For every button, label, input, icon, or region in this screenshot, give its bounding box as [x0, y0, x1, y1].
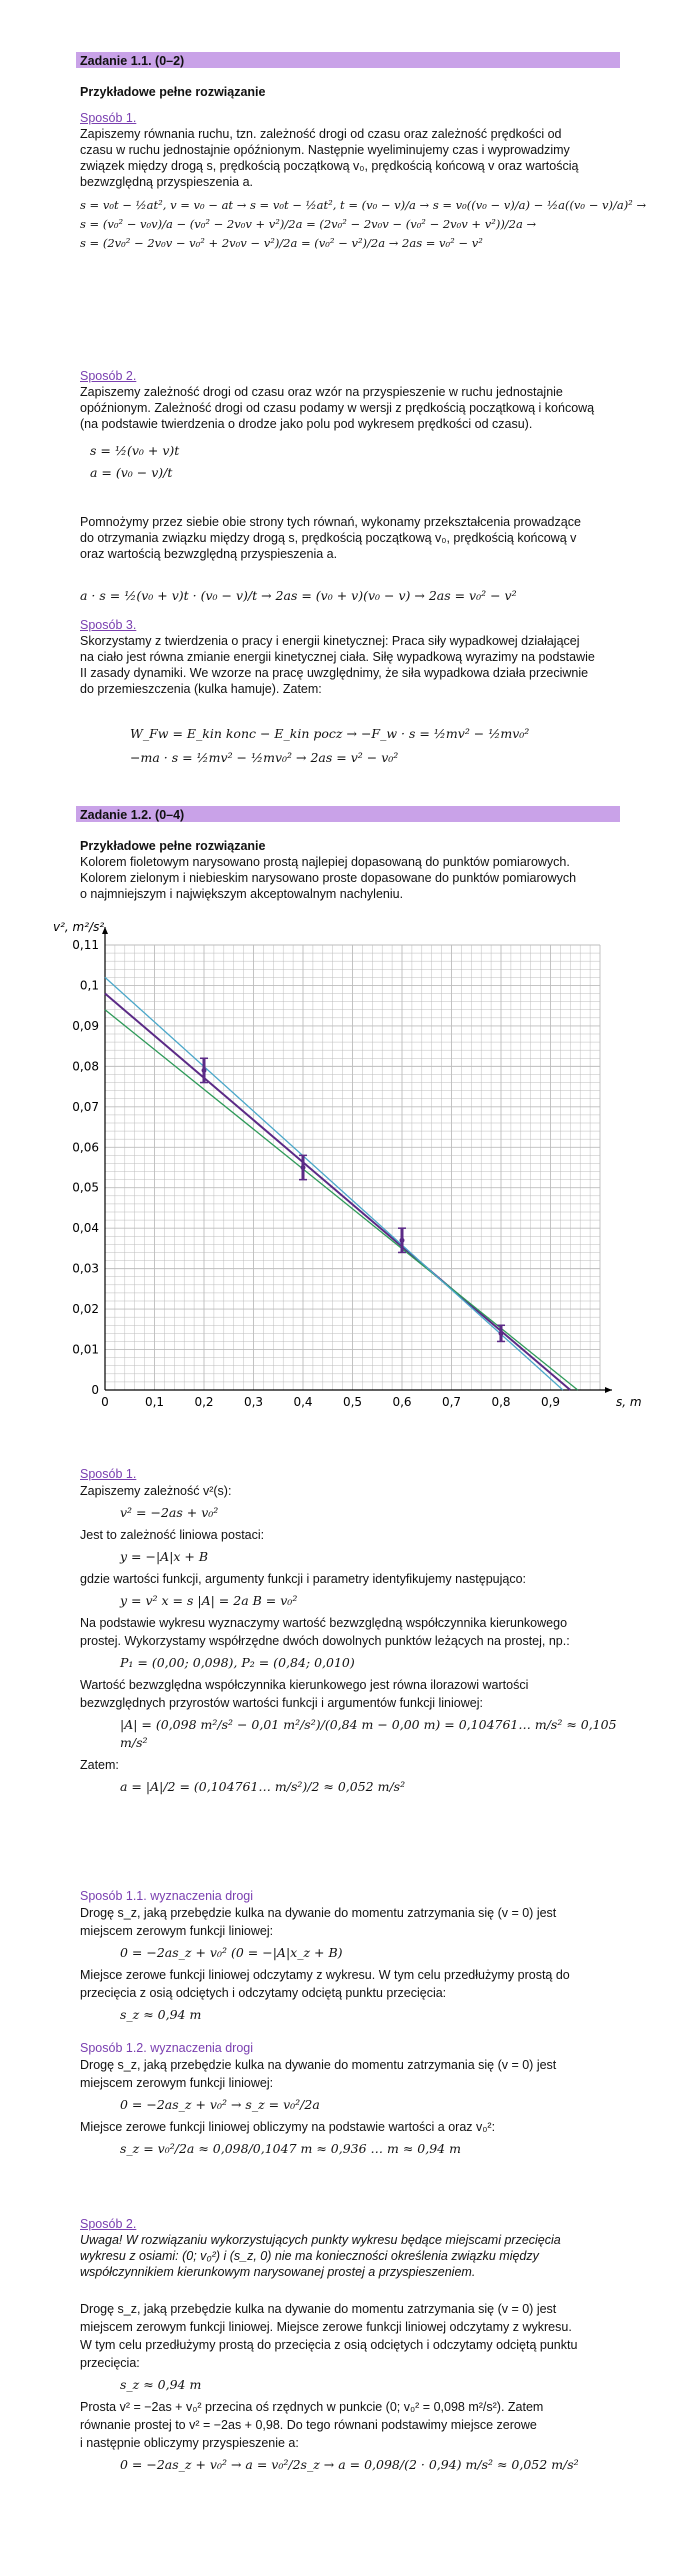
y-tick-label: 0,03: [72, 1261, 99, 1276]
y-tick-label: 0,11: [72, 938, 99, 952]
text-line: Uwaga! W rozwiązaniu wykorzystujących punkty wykresu będące miejscami przecięcia: [80, 2233, 561, 2247]
text-line: a = (v₀ − v)/t: [90, 465, 173, 480]
x-tick-label: 0,8: [491, 1395, 511, 1409]
x-tick-label: 0,6: [392, 1395, 412, 1409]
text-line: wykresu z osiami: (0; v₀²) i (s_z, 0) nie ma konieczności określenia związku między: [80, 2249, 539, 2263]
text-line: Zapiszemy zależność v²(s):: [80, 1484, 232, 1498]
text-line: Kolorem zielonym i niebieskim narysowano proste dopasowane do punktów pomiarowych: [80, 871, 577, 885]
text-line: s = (2v₀² − 2v₀v − v₀² + 2v₀v − v²)/2a = (v₀² − v²)/2a → 2as = v₀² − v²: [80, 236, 483, 250]
method-2-title: Sposób 2.: [80, 369, 137, 383]
text-line: |A| = (0,098 m²/s² − 0,01 m²/s²)/(0,84 m − 0,00 m) = 0,104761… m/s² ≈ 0,105 m/s²: [120, 1717, 617, 1750]
text-line: miejscem zerowym funkcji liniowej:: [80, 1924, 274, 1938]
task-1-1-header: Zadanie 1.1. (0–2): [76, 52, 620, 68]
x-tick-label: 0,1: [144, 1395, 165, 1409]
text-line: s = (v₀² − v₀v)/a − (v₀² − 2v₀v + v²)/2a = (2v₀² − 2v₀v − (v₀² − 2v₀v + v²))/2a →: [80, 217, 537, 231]
fit-line-max: [105, 977, 563, 1390]
method-1-2-title: Sposób 1.2. wyznaczenia drogi: [80, 2041, 254, 2055]
text-line: Pomnożymy przez siebie obie strony tych równań, wykonamy przekształcenia prowadzące: [80, 515, 581, 529]
text-line: prostej. Wykorzystamy współrzędne dwóch dowolnych punktów leżących na prostej, np.:: [80, 1634, 570, 1648]
y-tick-label: 0,07: [72, 1099, 99, 1114]
method-2-text: [80, 384, 620, 432]
text-line: s_z = v₀²/2a ≈ 0,098/0,1047 m ≈ 0,936 … m ≈ 0,94 m: [120, 2141, 461, 2156]
t2-method-1-title: Sposób 1.: [80, 1467, 137, 1481]
text-line: P₁ = (0,00; 0,098), P₂ = (0,84; 0,010): [120, 1655, 355, 1670]
text-line: bezwzględną przyspieszenia a.: [80, 175, 254, 189]
text-line: y = −|A|x + B: [120, 1549, 209, 1564]
text-line: miejscem zerowym funkcji liniowej. Miejsce zerowe funkcji liniowej odczytamy z wykresu.: [80, 2320, 572, 2334]
task-1-2-subheader: Przykładowe pełne rozwiązanie: [80, 839, 266, 853]
method-1-equations: [80, 196, 646, 253]
y-tick-label: 0,05: [72, 1180, 99, 1195]
y-tick-label: 0,08: [72, 1059, 99, 1074]
method-3-text: [80, 633, 620, 697]
text-line: −ma · s = ½mv² − ½mv₀² → 2as = v² − v₀²: [130, 750, 399, 765]
text-line: równanie prostej to v² = −2as + 0,98. Do tego równani podstawimy miejsce zerowe: [80, 2418, 537, 2432]
text-line: s_z ≈ 0,94 m: [120, 2007, 202, 2022]
method-1-1-title: Sposób 1.1. wyznaczenia drogi: [80, 1889, 254, 1903]
method-2-equations: [90, 440, 179, 484]
text-line: Kolorem fioletowym narysowano prostą najlepiej dopasowaną do punktów pomiarowych.: [80, 855, 570, 869]
data-point: [400, 1238, 405, 1243]
x-tick-label: 0,3: [243, 1395, 264, 1409]
text-line: Drogę s_z, jaką przebędzie kulka na dywanie do momentu zatrzymania się (v = 0) jest: [80, 2302, 557, 2316]
y-tick-label: 0,04: [72, 1221, 99, 1236]
text-line: 0 = −2as_z + v₀² (0 = −|A|x_z + B): [120, 1945, 343, 1960]
x-tick-label: 0,5: [342, 1395, 363, 1409]
text-line: Drogę s_z, jaką przebędzie kulka na dywanie do momentu zatrzymania się (v = 0) jest: [80, 2058, 557, 2072]
method-3-equations: [130, 722, 529, 770]
text-line: związek między drogą s, prędkością początkową v₀, prędkością końcową v oraz wartością: [80, 159, 579, 173]
text-line: przecięcia z osią odciętych i odczytamy odciętą punktu przecięcia:: [80, 1986, 447, 2000]
y-tick-label: 0,1: [79, 978, 99, 993]
data-point: [202, 1068, 207, 1073]
method-3-title: Sposób 3.: [80, 618, 137, 632]
t2-method-2-text: [80, 2300, 620, 2478]
text-line: o najmniejszym i największym akceptowalnym nachyleniu.: [80, 887, 404, 901]
text-line: II zasady dynamiki. We wzorze na pracę uwzględnimy, że siła wypadkowa działa przeciwnie: [80, 666, 589, 680]
text-line: oraz wartością bezwzględną przyspieszenia a.: [80, 547, 338, 561]
text-line: (na podstawie twierdzenia o drodze jako polu pod wykresem prędkości od czasu).: [80, 417, 533, 431]
method-1-2-text: [80, 2056, 620, 2162]
task-1-2-intro: [80, 854, 620, 902]
method-2-text-2: [80, 514, 620, 562]
method-2-equation-2: a · s = ½(v₀ + v)t · (v₀ − v)/t → 2as = (v₀ + v)(v₀ − v) → 2as = v₀² − v²: [80, 588, 517, 603]
t2-method-1-text: [80, 1482, 620, 1800]
text-line: s = v₀t − ½at², v = v₀ − at → s = v₀t − ½at², t = (v₀ − v)/a → s = v₀((v₀ − v)/a) − ½a((v₀ − v)/a)² →: [80, 198, 647, 212]
method-2-note: [80, 2232, 620, 2280]
text-line: na ciało jest równa zmianie energii kinetycznej ciała. Siłę wypadkową wyrazimy na podstawie: [80, 650, 595, 664]
text-line: Skorzystamy z twierdzenia o pracy i energii kinetycznej: Praca siły wypadkowej działającej: [80, 634, 580, 648]
method-1-text: [80, 126, 620, 190]
x-tick-label: 0,9: [540, 1395, 561, 1409]
text-line: 0 = −2as_z + v₀² → s_z = v₀²/2a: [120, 2097, 320, 2112]
v2-vs-s-chart: [40, 915, 660, 1445]
text-line: s = ½(v₀ + v)t: [90, 443, 180, 458]
task-1-2-header: Zadanie 1.2. (0–4): [76, 806, 620, 822]
text-line: Zatem:: [80, 1758, 119, 1772]
text-line: 0 = −2as_z + v₀² → a = v₀²/2s_z → a = 0,098/(2 · 0,94) m/s² ≈ 0,052 m/s²: [120, 2457, 579, 2472]
text-line: Miejsce zerowe funkcji liniowej obliczymy na podstawie wartości a oraz v₀²:: [80, 2120, 496, 2134]
text-line: Jest to zależność liniowa postaci:: [80, 1528, 265, 1542]
text-line: W tym celu przedłużymy prostą do przecięcia z osią odciętych i odczytamy odciętą punktu: [80, 2338, 578, 2352]
y-tick-label: 0: [91, 1383, 99, 1397]
text-line: Prosta v² = −2as + v₀² przecina oś rzędnych w punkcie (0; v₀² = 0,098 m²/s²). Zatem: [80, 2400, 544, 2414]
text-line: Na podstawie wykresu wyznaczymy wartość bezwzględną współczynnika kierunkowego: [80, 1616, 568, 1630]
text-line: przecięcia:: [80, 2356, 140, 2370]
data-point: [499, 1331, 504, 1336]
text-line: współczynnikiem kierunkowym narysowanej prostej a przyspieszeniem.: [80, 2265, 476, 2279]
text-line: s_z ≈ 0,94 m: [120, 2377, 202, 2392]
text-line: do przemieszczenia (kulka hamuje). Zatem:: [80, 682, 322, 696]
x-tick-label: 0,4: [293, 1395, 313, 1409]
text-line: Zapiszemy równania ruchu, tzn. zależność drogi od czasu oraz zależność prędkości od: [80, 127, 562, 141]
text-line: a = |A|/2 = (0,104761… m/s²)/2 ≈ 0,052 m/s²: [120, 1779, 406, 1794]
text-line: miejscem zerowym funkcji liniowej:: [80, 2076, 274, 2090]
text-line: gdzie wartości funkcji, argumenty funkcji i parametry identyfikujemy następująco:: [80, 1572, 527, 1586]
y-tick-label: 0,06: [72, 1140, 99, 1155]
text-line: czasu w ruchu jednostajnie opóźnionym. Następnie wyeliminujemy czas i wyprowadzimy: [80, 143, 570, 157]
method-1-title: Sposób 1.: [80, 111, 137, 125]
text-line: Wartość bezwzględna współczynnika kierunkowego jest równa ilorazowi wartości: [80, 1678, 529, 1692]
text-line: Drogę s_z, jaką przebędzie kulka na dywanie do momentu zatrzymania się (v = 0) jest: [80, 1906, 557, 1920]
text-line: W_Fw = E_kin konc − E_kin pocz → −F_w · s = ½mv² − ½mv₀²: [130, 726, 530, 741]
text-line: y = v² x = s |A| = 2a B = v₀²: [120, 1593, 298, 1608]
text-line: Zapiszemy zależność drogi od czasu oraz wzór na przyspieszenie w ruchu jednostajnie: [80, 385, 563, 399]
x-tick-label: 0,7: [441, 1395, 462, 1409]
text-line: opóźnionym. Zależność drogi od czasu podamy w wersji z prędkością początkową i końcową: [80, 401, 595, 415]
text-line: bezwzględnych przyrostów wartości funkcji i argumentów funkcji liniowej:: [80, 1696, 483, 1710]
data-point: [301, 1165, 306, 1170]
x-axis-label: s, m: [616, 1395, 642, 1409]
t2-method-2-title: Sposób 2.: [80, 2217, 137, 2231]
y-tick-label: 0,09: [72, 1018, 99, 1033]
task-1-1-subheader: Przykładowe pełne rozwiązanie: [80, 85, 266, 99]
x-axis-arrow: [605, 1387, 612, 1393]
method-1-1-text: [80, 1904, 620, 2028]
x-tick-label: 0: [101, 1395, 109, 1409]
text-line: i następnie obliczymy przyspieszenie a:: [80, 2436, 299, 2450]
text-line: v² = −2as + v₀²: [120, 1505, 219, 1520]
y-tick-label: 0,01: [72, 1342, 99, 1357]
text-line: Miejsce zerowe funkcji liniowej odczytamy z wykresu. W tym celu przedłużymy prostą do: [80, 1968, 570, 1982]
text-line: do otrzymania związku między drogą s, prędkością początkową v₀, prędkością końcową v: [80, 531, 577, 545]
y-axis-label: v², m²/s²: [53, 920, 105, 934]
y-tick-label: 0,02: [72, 1302, 99, 1317]
x-tick-label: 0,2: [194, 1395, 214, 1409]
